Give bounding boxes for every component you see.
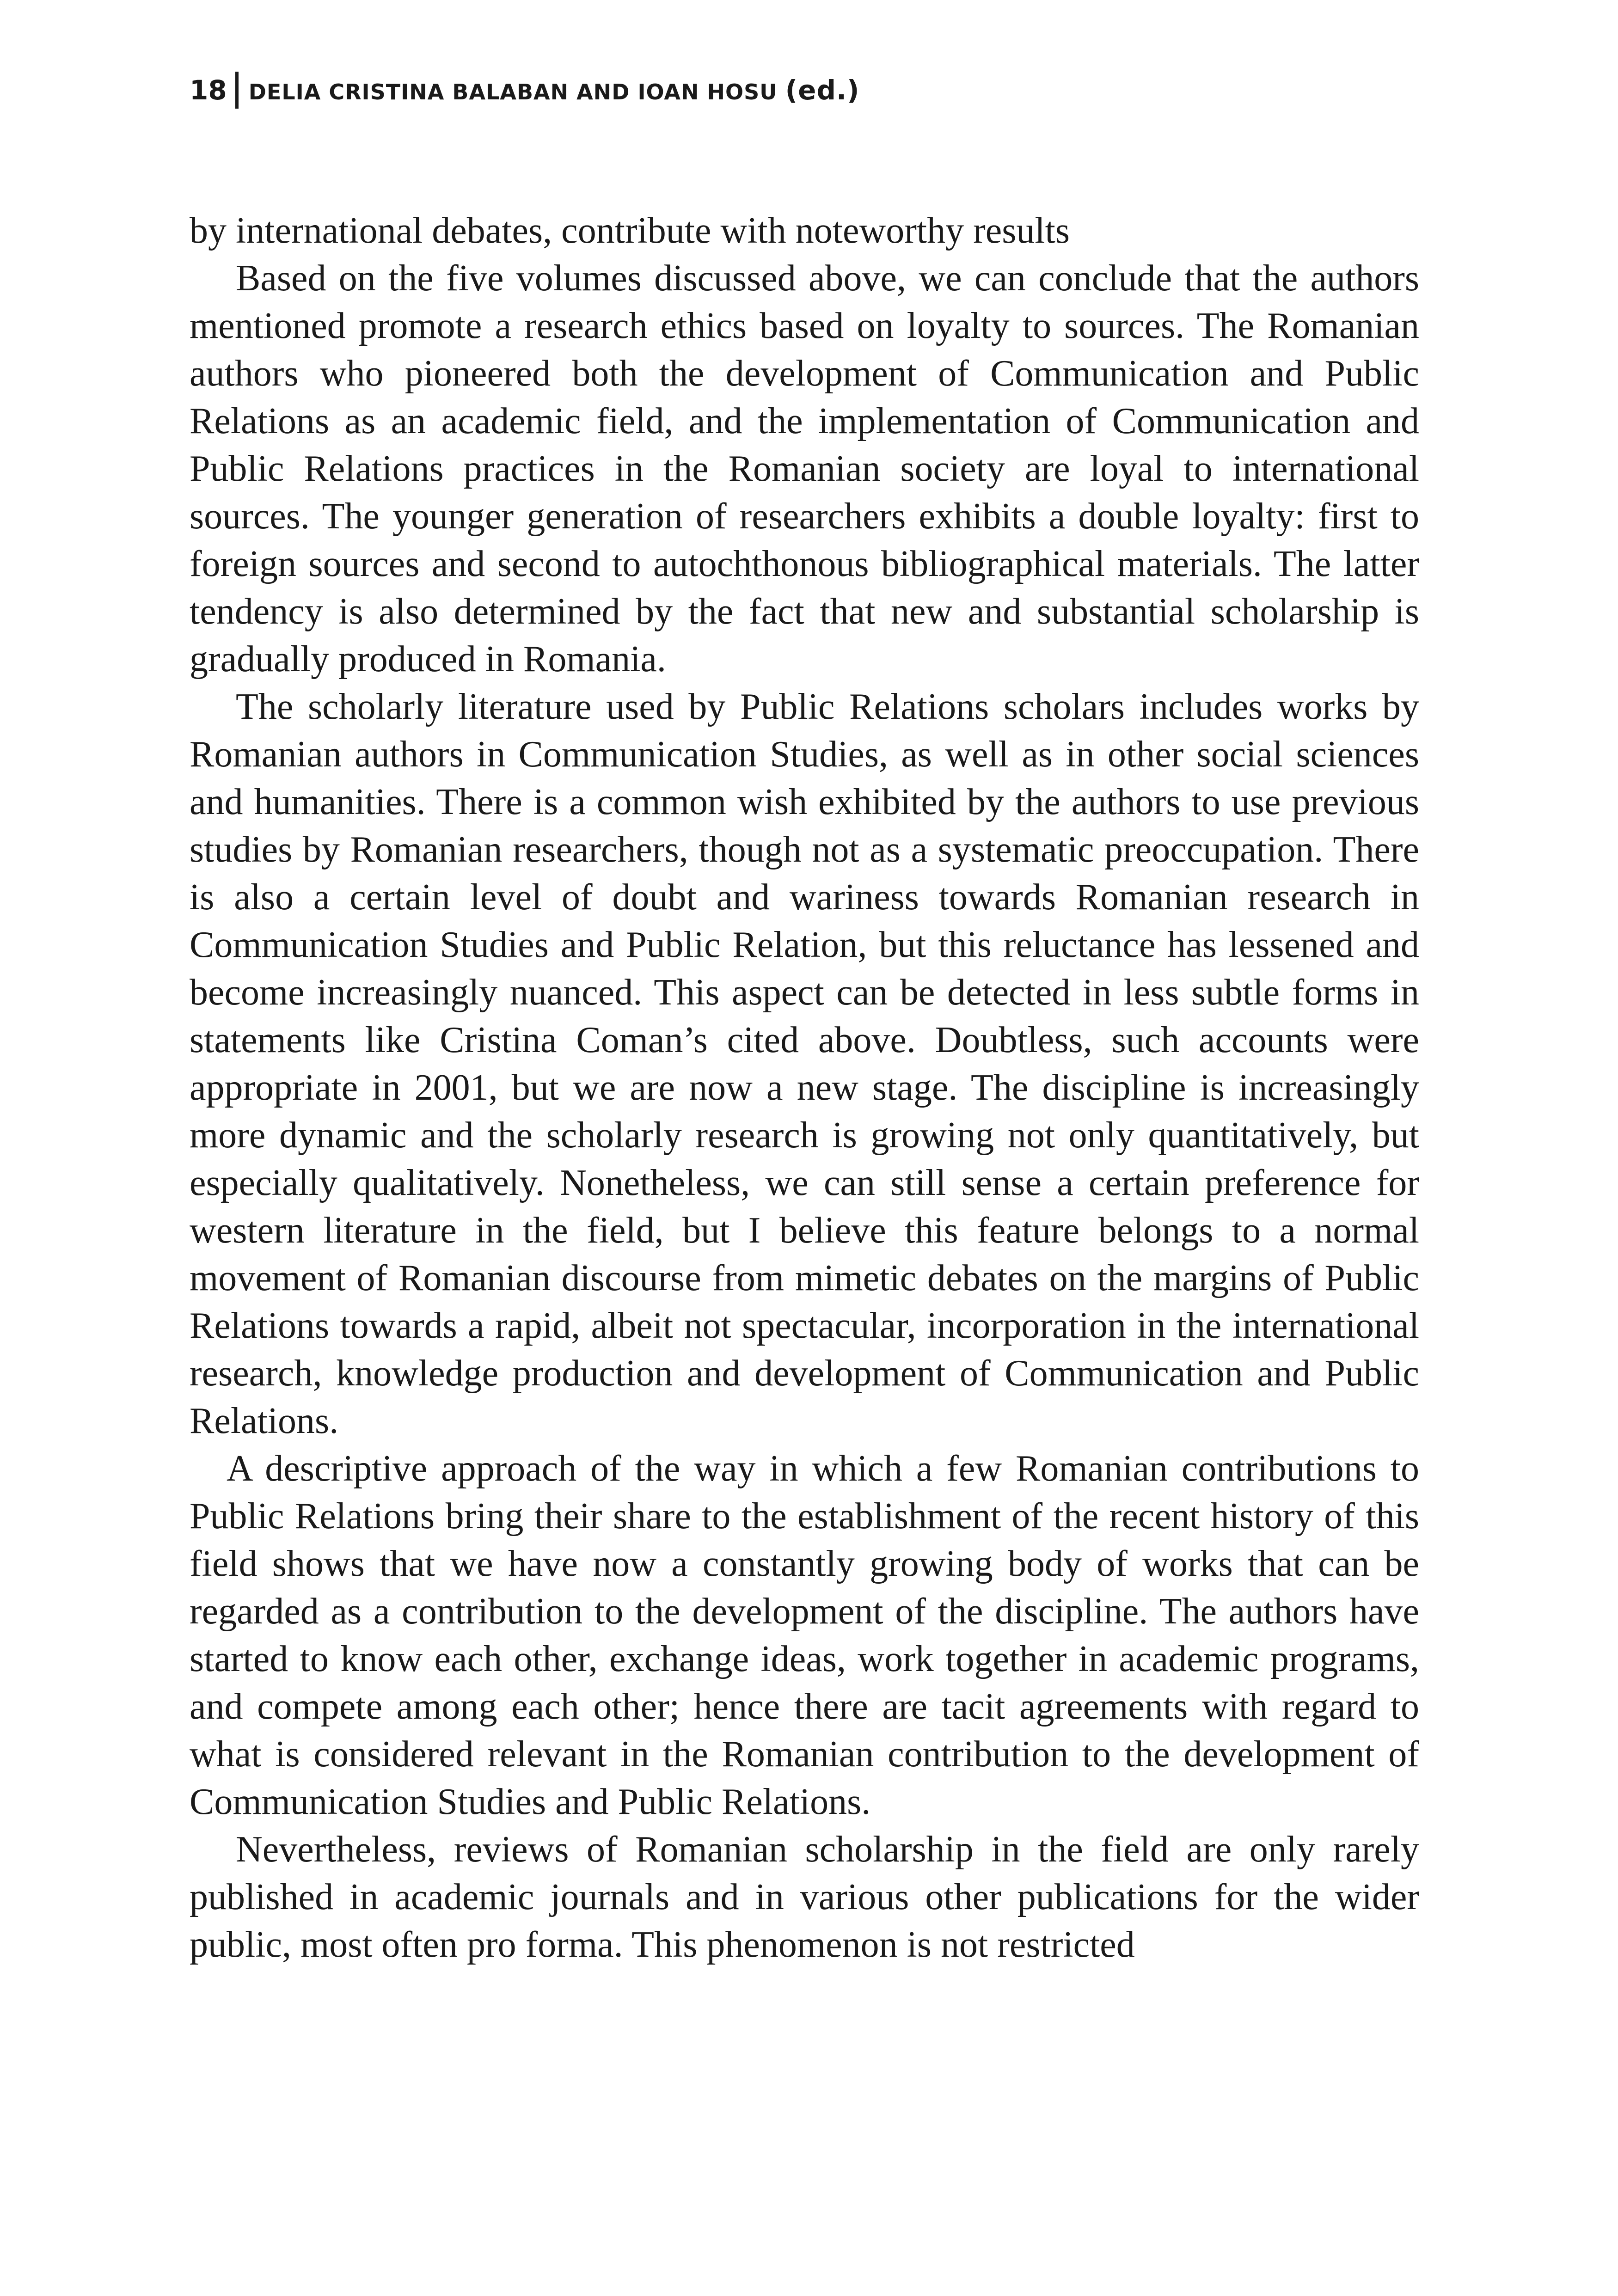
- paragraph-3: The scholarly literature used by Public Relations scholars includes works by Romanian authors in Communication Studies, as well as in other social sciences and humanities. There is a common wish exhibited by the authors to use previous studies by Romanian researchers, though not as a systematic preoccupation. There is also a certain level of doubt and wariness towards Romanian research in Communication Studies and Public Relation, but this reluctance has lessened and become increasingly nuanced. This aspect can be detected in less subtle forms in statements like Cristina Coman’s cited above. Doubtless, such accounts were appropriate in 2001, but we are now a new stage. The discipline is increasingly more dynamic and the scholarly research is growing not only quantitatively, but especially qualitatively. Nonetheless, we can still sense a certain preference for western literature in the field, but I believe this feature belongs to a normal movement of Romanian discourse from mimetic debates on the margins of Public Relations towards a rapid, albeit not spectacular, incorporation in the international research, knowledge production and development of Communication and Public Relations.: [190, 686, 1419, 1441]
- body-text: [190, 207, 1419, 1969]
- running-head-suffix: (ed.): [785, 74, 860, 106]
- running-head-authors: DELIA CRISTINA BALABAN AND IOAN HOSU: [248, 80, 778, 104]
- paragraph-1: by international debates, contribute with noteworthy results: [190, 210, 1070, 251]
- running-head: [249, 74, 860, 106]
- paragraph-5: Nevertheless, reviews of Romanian scholarship in the field are only rarely published in academic journals and in various other publications for the wider public, most often pro forma. This phenomenon is not restricted: [190, 1829, 1419, 1965]
- page-header: [190, 69, 860, 111]
- page-number: 18: [190, 74, 227, 106]
- paragraph-4: A descriptive approach of the way in which a few Romanian contributions to Public Relations bring their share to the establishment of the recent history of this field shows that we have now a constantly growing body of works that can be regarded as a contribution to the development of the discipline. The authors have started to know each other, exchange ideas, work together in academic programs, and compete among each other; hence there are tacit agreements with regard to what is considered relevant in the Romanian contribution to the development of Communication Studies and Public Relations.: [190, 1448, 1419, 1822]
- paragraph-2: Based on the five volumes discussed above, we can conclude that the authors mentioned promote a research ethics based on loyalty to sources. The Romanian authors who pioneered both the development of Communication and Public Relations as an academic field, and the implementation of Communication and Public Relations practices in the Romanian society are loyal to international sources. The younger generation of researchers exhibits a double loyalty: first to foreign sources and second to autochthonous bibliographical materials. The latter tendency is also determined by the fact that new and substantial scholarship is gradually produced in Romania.: [190, 258, 1419, 680]
- header-divider: [235, 72, 239, 109]
